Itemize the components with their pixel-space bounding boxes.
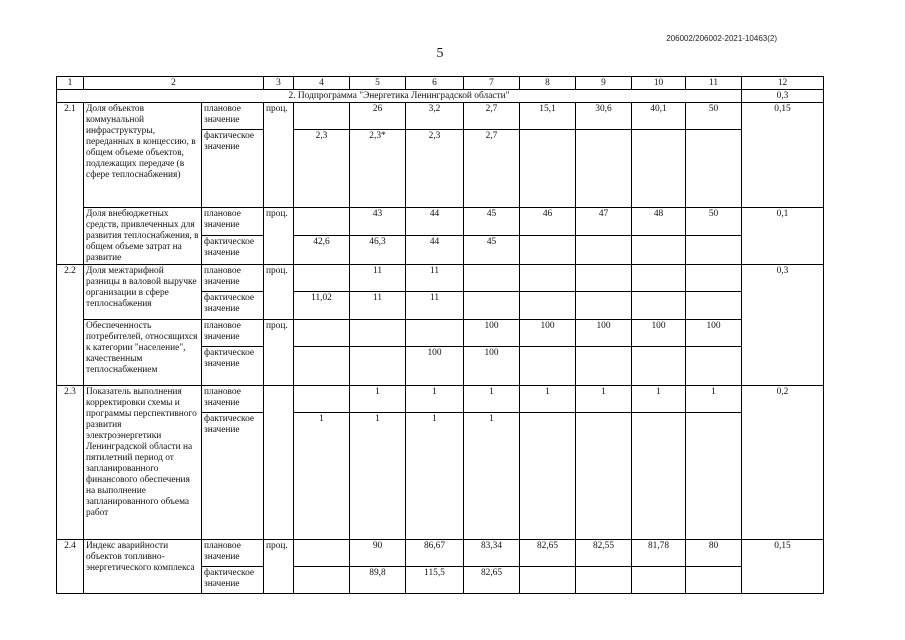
unit xyxy=(264,386,294,540)
unit: проц. xyxy=(264,208,294,265)
table-row xyxy=(57,540,824,567)
plan-value xyxy=(632,265,686,292)
plan-value: 50 xyxy=(686,208,742,236)
fact-value xyxy=(520,292,576,320)
indicators-table xyxy=(56,76,824,594)
fact-label: фактическое значение xyxy=(202,292,264,320)
indicator-name: Доля объектов коммунальной инфраструктуры, переданных в концессию, в общем объеме объектов, подлежащих передаче (в сфере теплоснабжения) xyxy=(84,103,202,208)
fact-label: фактическое значение xyxy=(202,413,264,540)
fact-value: 1 xyxy=(406,413,464,540)
fact-value xyxy=(576,347,632,386)
plan-value: 1 xyxy=(464,386,520,413)
fact-label: фактическое значение xyxy=(202,347,264,386)
fact-value: 11,02 xyxy=(294,292,350,320)
weight: 0,1 xyxy=(742,208,824,265)
plan-value: 100 xyxy=(520,320,576,347)
subprogram-weight: 0,3 xyxy=(742,90,824,103)
plan-value: 40,1 xyxy=(632,103,686,130)
fact-value: 100 xyxy=(464,347,520,386)
plan-value: 81,78 xyxy=(632,540,686,567)
fact-value xyxy=(686,347,742,386)
indicator-name: Показатель выполнения корректировки схемы и программы перспективного развития электроэнергетики Ленинградской области на пятилетний период от запланированного финансового обеспечения на выполнение запланированного объема работ xyxy=(84,386,202,540)
plan-label: плановое значение xyxy=(202,208,264,236)
plan-label: плановое значение xyxy=(202,265,264,292)
plan-value xyxy=(350,320,406,347)
fact-value xyxy=(576,235,632,264)
fact-label: фактическое значение xyxy=(202,235,264,264)
indicator-name: Индекс аварийности объектов топливно-энергетического комплекса xyxy=(84,540,202,594)
plan-value: 1 xyxy=(576,386,632,413)
fact-value: 89,8 xyxy=(350,567,406,594)
fact-value: 11 xyxy=(406,292,464,320)
plan-value xyxy=(294,265,350,292)
column-header: 4 xyxy=(294,77,350,90)
plan-value: 100 xyxy=(632,320,686,347)
column-header: 1 xyxy=(57,77,84,90)
fact-value xyxy=(294,567,350,594)
column-header: 2 xyxy=(84,77,264,90)
indicator-name: Доля межтарифной разницы в валовой выручке организации в сфере теплоснабжения xyxy=(84,265,202,320)
plan-value: 1 xyxy=(632,386,686,413)
fact-value xyxy=(294,347,350,386)
plan-value xyxy=(520,265,576,292)
column-header: 8 xyxy=(520,77,576,90)
subprogram-row xyxy=(57,90,824,103)
plan-value: 45 xyxy=(464,208,520,236)
column-header: 10 xyxy=(632,77,686,90)
fact-value xyxy=(350,347,406,386)
plan-value: 30,6 xyxy=(576,103,632,130)
plan-value xyxy=(294,320,350,347)
fact-value xyxy=(686,567,742,594)
plan-value xyxy=(464,265,520,292)
fact-value: 45 xyxy=(464,235,520,264)
plan-value: 11 xyxy=(350,265,406,292)
fact-value xyxy=(576,567,632,594)
plan-value: 46 xyxy=(520,208,576,236)
plan-value: 90 xyxy=(350,540,406,567)
unit: проц. xyxy=(264,103,294,208)
weight: 0,15 xyxy=(742,540,824,594)
column-header: 11 xyxy=(686,77,742,90)
fact-value xyxy=(520,347,576,386)
column-header: 9 xyxy=(576,77,632,90)
fact-value xyxy=(686,292,742,320)
plan-value: 11 xyxy=(406,265,464,292)
weight: 0,2 xyxy=(742,386,824,540)
fact-value xyxy=(520,567,576,594)
plan-value xyxy=(686,265,742,292)
fact-value: 1 xyxy=(294,413,350,540)
fact-value xyxy=(686,413,742,540)
plan-value: 82,65 xyxy=(520,540,576,567)
plan-value: 47 xyxy=(576,208,632,236)
fact-value: 46,3 xyxy=(350,235,406,264)
fact-value: 1 xyxy=(464,413,520,540)
fact-value: 1 xyxy=(350,413,406,540)
weight: 0,3 xyxy=(742,265,824,386)
fact-value: 2,7 xyxy=(464,130,520,208)
row-number: 2.1 xyxy=(57,103,84,265)
plan-value: 86,67 xyxy=(406,540,464,567)
column-header-row xyxy=(57,77,824,90)
fact-value xyxy=(632,292,686,320)
plan-value: 44 xyxy=(406,208,464,236)
row-number: 2.3 xyxy=(57,386,84,540)
fact-value xyxy=(520,130,576,208)
plan-label: плановое значение xyxy=(202,103,264,130)
fact-value: 100 xyxy=(406,347,464,386)
plan-value xyxy=(294,386,350,413)
fact-value xyxy=(632,235,686,264)
fact-value xyxy=(576,413,632,540)
unit: проц. xyxy=(264,540,294,594)
row-number: 2.4 xyxy=(57,540,84,594)
fact-value: 2,3 xyxy=(294,130,350,208)
fact-value xyxy=(520,235,576,264)
subprogram-title: 2. Подпрограмма "Энергетика Ленинградской области" xyxy=(57,90,742,103)
plan-value: 26 xyxy=(350,103,406,130)
plan-value: 3,2 xyxy=(406,103,464,130)
plan-value xyxy=(576,265,632,292)
table-row xyxy=(57,265,824,292)
fact-value: 11 xyxy=(350,292,406,320)
document-number: 206002/206002-2021-10463(2) xyxy=(666,34,777,43)
table-row xyxy=(57,320,824,347)
plan-value: 1 xyxy=(686,386,742,413)
indicator-name: Доля внебюджетных средств, привлеченных для развития теплоснабжения, в общем объеме затрат на развитие xyxy=(84,208,202,265)
plan-value: 100 xyxy=(576,320,632,347)
fact-value xyxy=(576,292,632,320)
fact-value xyxy=(632,413,686,540)
fact-value xyxy=(520,413,576,540)
plan-label: плановое значение xyxy=(202,320,264,347)
plan-label: плановое значение xyxy=(202,386,264,413)
plan-value: 100 xyxy=(686,320,742,347)
plan-value xyxy=(406,320,464,347)
unit: проц. xyxy=(264,265,294,320)
fact-value xyxy=(576,130,632,208)
fact-label: фактическое значение xyxy=(202,567,264,594)
plan-value: 100 xyxy=(464,320,520,347)
table-row xyxy=(57,386,824,413)
plan-value: 48 xyxy=(632,208,686,236)
plan-value: 82,55 xyxy=(576,540,632,567)
fact-value: 2,3* xyxy=(350,130,406,208)
fact-label: фактическое значение xyxy=(202,130,264,208)
fact-value: 42,6 xyxy=(294,235,350,264)
plan-value: 80 xyxy=(686,540,742,567)
plan-value: 15,1 xyxy=(520,103,576,130)
plan-value: 43 xyxy=(350,208,406,236)
fact-value: 44 xyxy=(406,235,464,264)
weight: 0,15 xyxy=(742,103,824,208)
fact-value xyxy=(632,567,686,594)
plan-value xyxy=(294,540,350,567)
fact-value: 2,3 xyxy=(406,130,464,208)
page-number: 5 xyxy=(436,46,444,61)
fact-value xyxy=(686,130,742,208)
table-row xyxy=(57,103,824,130)
column-header: 6 xyxy=(406,77,464,90)
plan-value: 1 xyxy=(406,386,464,413)
plan-value: 1 xyxy=(520,386,576,413)
plan-label: плановое значение xyxy=(202,540,264,567)
indicator-name: Обеспеченность потребителей, относящихся к категории "население", качественным теплоснабжением xyxy=(84,320,202,386)
fact-value xyxy=(632,347,686,386)
plan-value xyxy=(294,208,350,236)
fact-value xyxy=(464,292,520,320)
plan-value: 2,7 xyxy=(464,103,520,130)
plan-value: 1 xyxy=(350,386,406,413)
column-header: 7 xyxy=(464,77,520,90)
column-header: 5 xyxy=(350,77,406,90)
fact-value: 82,65 xyxy=(464,567,520,594)
fact-value xyxy=(632,130,686,208)
column-header: 3 xyxy=(264,77,294,90)
column-header: 12 xyxy=(742,77,824,90)
plan-value: 83,34 xyxy=(464,540,520,567)
row-number: 2.2 xyxy=(57,265,84,386)
fact-value: 115,5 xyxy=(406,567,464,594)
table-row xyxy=(57,208,824,236)
fact-value xyxy=(686,235,742,264)
unit: проц. xyxy=(264,320,294,386)
plan-value xyxy=(294,103,350,130)
plan-value: 50 xyxy=(686,103,742,130)
